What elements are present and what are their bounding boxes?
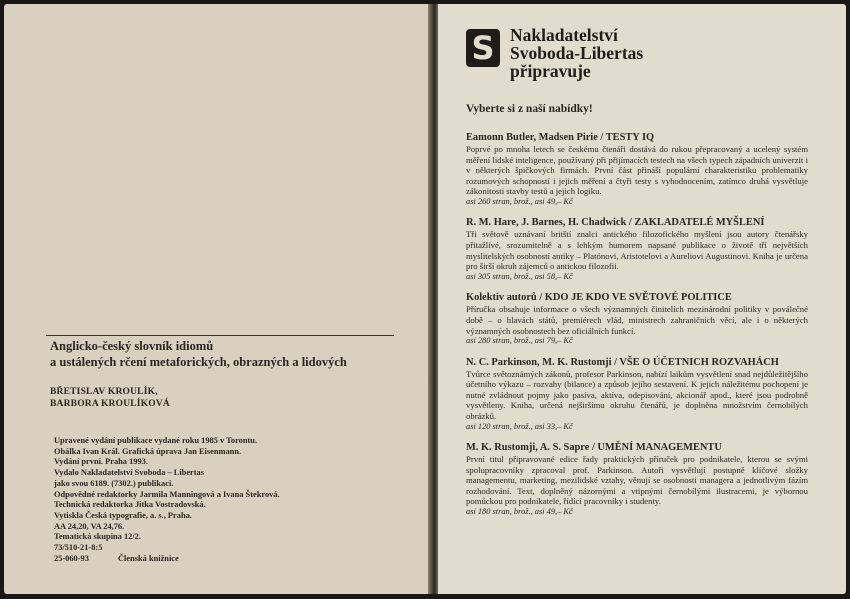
book-title-line2: a ustálených rčení metaforických, obrazných a lidových — [50, 355, 347, 369]
author-1: BŘETISLAV KROULÍK, — [50, 387, 158, 397]
book-list — [466, 131, 808, 527]
publisher-heading — [510, 26, 643, 80]
book-description: Tři světově uznávaní britští znalci antického filozofického myšlení jsou autory čtenářsky přitažlivé, srozumitelně a s lehkým humorem napsané publikace o životě tří největších myslitelských osobností antiky – Platónovi, Aristotelovi a Aureliovi Augustinovi. Kniha je určena pro širší okruh zájemců o antickou filozofii. — [466, 229, 808, 272]
book-heading: M. K. Rustomji, A. S. Sapre / UMĚNÍ MANAGEMENTU — [466, 442, 722, 454]
book-title — [50, 338, 395, 370]
book-heading: R. M. Hare, J. Barnes, H. Chadwick / ZAKLADATELÉ MYŠLENÍ — [466, 217, 765, 229]
book-meta: asi 280 stran, brož., asi 79,– Kč — [466, 336, 573, 346]
book-entry — [466, 131, 808, 207]
book-imprint-header — [50, 338, 395, 410]
footer-code: 25-060-93 — [54, 554, 89, 563]
imprint-line: Tematická skupina 12/2. — [54, 532, 141, 542]
imprint-line: Technická redaktorka Jitka Vostradovská. — [54, 500, 206, 510]
footer-series: Členská knižnice — [118, 554, 179, 563]
publisher-line2: Svoboda-Libertas — [510, 43, 644, 63]
book-entry — [466, 216, 808, 282]
book-entry — [466, 441, 808, 517]
imprint-line: jako svou 6189. (7302.) publikaci. — [54, 478, 174, 488]
book-meta: asi 120 stran, brož., asi 33,– Kč — [466, 421, 573, 431]
publisher-line1: Nakladatelství — [510, 25, 618, 45]
imprint-line: Vytiskla Česká typografie, a. s., Praha. — [54, 510, 192, 520]
book-heading: Eamonn Butler, Madsen Pirie / TESTY IQ — [466, 132, 655, 143]
offer-subheading: Vyberte si z naší nabídky! — [466, 103, 593, 115]
imprint-line: AA 24,20, VA 24,76. — [54, 521, 125, 531]
book-meta: asi 305 stran, brož., asi 58,– Kč — [466, 271, 573, 281]
book-heading: N. C. Parkinson, M. K. Rustomji / VŠE O ÚČETNICH ROZVAHÁCH — [466, 356, 779, 368]
imprint-line: 73/510-21-8:5 — [54, 543, 103, 553]
book-description: Poprvé po mnoha letech se českému čtenáři dostává do rukou přepracovaný a ucelený systém měření lidské inteligence, používaný při přijímacích testech na všech typech západních univerzit i v některých špičkových firmách. První část přináší populární charakteristiku problematiky rozumových schopností i jejich měření a čtyři testy s vyhodnocením, zatímco druhá vysvětluje zákonitosti stavby testů a jejich logiku. — [466, 144, 808, 197]
imprint-line: Vydání první. Praha 1993. — [54, 457, 148, 467]
imprint-line: Vydalo Nakladatelství Svoboda – Libertas — [54, 468, 205, 478]
imprint-details — [54, 436, 354, 554]
book-meta: asi 180 stran, brož., asi 49,– Kč — [466, 507, 573, 517]
publisher-line3: připravuje — [510, 61, 591, 81]
book-heading: Kolektiv autorů / KDO JE KDO VE SVĚTOVÉ POLITICE — [466, 292, 732, 304]
authors — [50, 386, 395, 410]
imprint-line: Upravené vydání publikace vydané roku 1985 v Torontu. — [54, 436, 258, 445]
book-title-line1: Anglicko-český slovník idiomů — [50, 339, 214, 353]
book-entry — [466, 291, 808, 346]
publisher-logo-icon: S — [466, 29, 500, 67]
imprint-line: Odpovědné redaktorky Jarmila Manningová a Ivana Štekrová. — [54, 489, 280, 499]
book-entry — [466, 356, 808, 432]
book-description: Tvůrce světoznámých zákonů, profesor Parkinson, nabízí laikům vysvětlení snad nejdůležitějšího účetního výkazu – rozvahy (bilance) a způsob jejího sestavení. K jejich náležitému pochopení je nutné zvládnout pojmy jako pasíva, aktíva, odepisování, akcionář apod., které jsou podrobně vysvětleny. Kniha, určená nejširšímu okruhu čtenářů, je doplněna množstvím černobílých obrázků. — [466, 368, 808, 421]
book-description: Příručka obsahuje informace o všech významných činitelích mezinárodní politiky v poválečné době – o hlavách států, premiérech vlád, ministrech zahraničních věcí, ale i o některých významných osobnostech bez oficiálních funkcí. — [466, 304, 808, 336]
imprint-divider — [46, 335, 394, 336]
book-description: První titul připravované edice řady praktických příruček pro podnikatele, kterou se svými spolupracovníky zpracoval prof. Parkinson. Autoři vysvětlují postupně klíčové složky managementu, marketing, mezilidské vztahy, věnují se osobnosti managera a jednotlivým fázím rozhodování. Text, doplněný názornými a vtipnými černobílými ilustracemi, je výbornou pomůckou pro podnikatele, řídící pracovníky i studenty. — [466, 454, 808, 507]
author-2: BARBORA KROULÍKOVÁ — [50, 399, 170, 409]
book-meta: asi 260 stran, brož., asi 49,– Kč — [466, 196, 573, 206]
imprint-line: Obálka Ivan Král. Grafická úprava Jan Eisenmann. — [54, 446, 242, 456]
